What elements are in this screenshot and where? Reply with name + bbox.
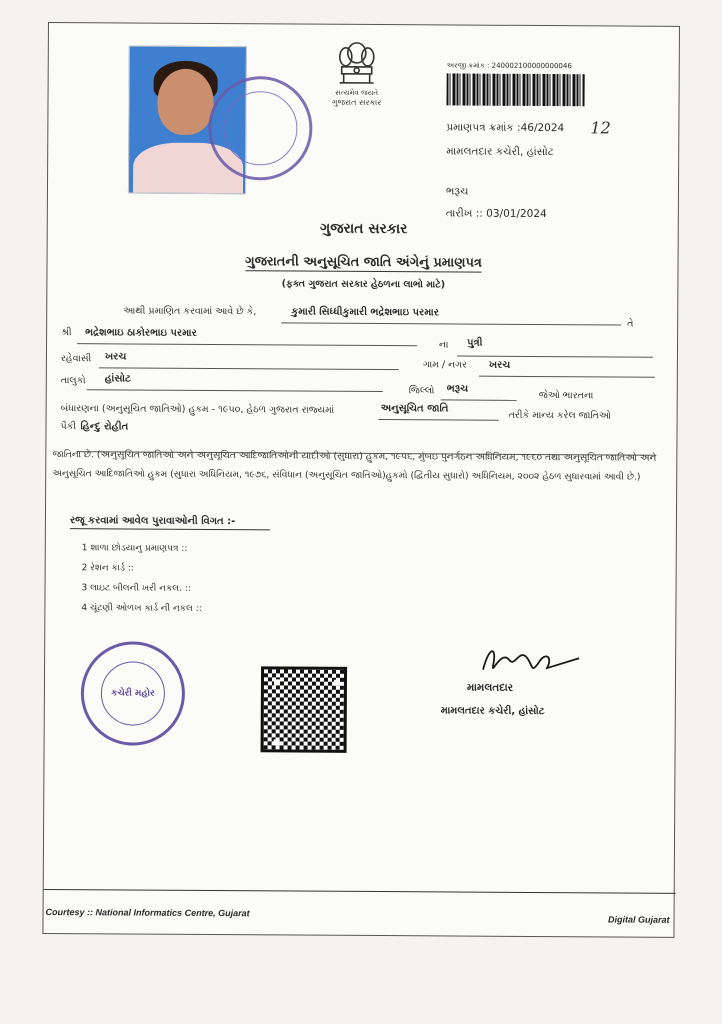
subcaste: હિન્દુ રોહીત <box>80 421 129 433</box>
certificate-sheet <box>42 22 680 938</box>
document-item: 3 લાઇટ બીલની ખરી નકલ. :: <box>81 583 191 594</box>
district: ભરૂચ <box>446 383 469 395</box>
signature-icon <box>475 640 585 687</box>
taluka-line <box>87 389 383 392</box>
father-name: ભદ્રેશભાઇ ઠાકોરભાઇ પરમાર <box>85 327 197 339</box>
resident-label: રહેવાસી <box>60 353 92 365</box>
na-label: ના <box>439 339 449 351</box>
qr-code <box>261 666 348 753</box>
category: અનુસૂચિત જાતિ <box>380 403 449 415</box>
document-item: 1 શાળા છોડયાનુ પ્રમાણપત્ર :: <box>81 543 188 554</box>
footer-brand: Digital Gujarat <box>607 914 670 925</box>
document-item: 2 રેશન કાર્ડ :: <box>81 563 134 574</box>
name-line <box>281 322 621 325</box>
applicant-name: કુમારી સિધ્ધીકુમારી ભદ્રેશભાઇ પરમાર <box>291 306 439 319</box>
issuing-district: ભરૂચ <box>445 185 469 198</box>
father-line <box>77 343 417 346</box>
emblem-caption: ગુજરાત સરકાર <box>331 97 382 108</box>
district-line <box>441 399 517 400</box>
india-text: જેઓ ભારતના <box>538 390 594 402</box>
te-label: તે <box>627 318 634 330</box>
office-seal <box>81 641 186 746</box>
legal-paragraph: જાતિના છે. (અનુસૂચિત જાતિઓ અને અનુસૂચિત આદિજાતિઓની યાદીઓ (સુધારા) હુકમ, ૧૯૫૬, મુંબઇ પુનર્ગઠન અધિનિયમ, ૧૯૬૦ તથા અનુસૂચિત જાતિઓ અને અનુસૂચિત આદિજાતિઓ હુકમ (સુધારા અધિનિયમ, ૧૯૭૬, સંવિધાન (અનુસૂચિત જાતિઓ)હુકમો (દ્વિતીય સુધારો) અધિનિયમ, ૨૦૦૨ હેઠળ સુધારવામાં આવી છે.) <box>52 449 657 483</box>
issue-date: તારીખ :: 03/01/2024 <box>445 207 547 221</box>
village: ખરચ <box>488 359 511 371</box>
emblem-motto: સત્યમેવ જયતે <box>335 88 379 98</box>
certificate-subtitle: (ફક્ત ગુજરાત સરકાર હેઠળના લાભો માટે) <box>281 278 446 291</box>
relation-line <box>457 356 653 358</box>
seal-center-text: કચેરી મહોર <box>101 661 165 725</box>
ashoka-emblem-icon <box>335 39 379 89</box>
taluka-label: તાલુકો <box>60 375 86 387</box>
state-emblem <box>316 39 396 108</box>
handwritten-mark: 12 <box>590 118 611 138</box>
issuing-office: મામલતદાર કચેરી, હાંસોટ <box>446 145 554 159</box>
category-line <box>379 419 499 421</box>
footer-divider <box>44 889 676 894</box>
resident-line <box>99 367 399 370</box>
application-number: અરજી ક્રમાંક : 240002100000000046 <box>446 61 572 71</box>
subcaste-label: પૈકી <box>60 421 77 433</box>
footer-courtesy: Courtesy :: National Informatics Centre, Gujarat <box>45 907 250 919</box>
documents-heading: રજૂ કરવામાં આવેલ પુરાવાઓની વિગત :- <box>70 515 270 530</box>
photo-stamp <box>208 76 313 181</box>
certificate-number: પ્રમાણપત્ર ક્રમાંક :46/2024 <box>446 121 565 135</box>
barcode <box>446 73 584 106</box>
certify-label: આથી પ્રમાણિત કરવામાં આવે છે કે, <box>123 305 257 318</box>
certificate-title <box>47 253 679 272</box>
signer-office: મામલતદાર કચેરી, હાંસોટ <box>440 705 545 718</box>
certificate-title-text: ગુજરાતની અનુસૂચિત જાતિ અંગેનું પ્રમાણપત્ર <box>245 254 482 271</box>
resident-place: ખરચ <box>104 351 127 363</box>
district-label: જિલ્લો <box>408 385 435 397</box>
document-item: 4 ચૂંટણી ઓળખ કાર્ડ ની નકલ :: <box>81 603 202 614</box>
government-title: ગુજરાત સરકાર <box>319 220 408 238</box>
signer-title: મામલતદાર <box>466 681 514 694</box>
village-line <box>479 376 655 378</box>
recognized-text: તરીકે માન્ય કરેલ જાતિઓ <box>508 409 611 422</box>
father-prefix: શ્રી <box>61 327 72 339</box>
taluka: હાંસોટ <box>104 373 131 385</box>
village-label: ગામ / નગર <box>422 359 468 371</box>
constitution-text: બંધારણના (અનુસૂચિત જાતિઓ) હુકમ - ૧૯૫૦, હેઠળ ગુજરાત રાજ્યમાં <box>60 403 335 416</box>
relation: પુત્રી <box>467 337 483 349</box>
